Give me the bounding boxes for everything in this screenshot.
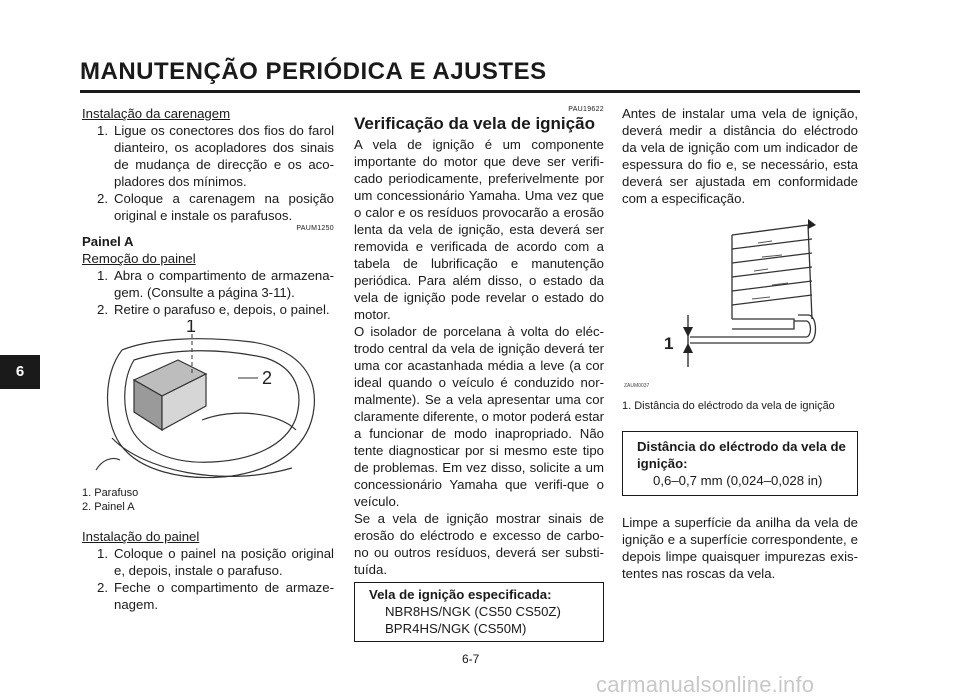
figure-callout: 1 — [186, 320, 197, 336]
header-rule — [80, 90, 860, 93]
spark-plug-illustration — [622, 219, 858, 395]
list-item: 1. Ligue os conectores dos fios do farol dianteiro, os acopladores dos sinais de mudança de direcção e os aco-pladores dos mínimos. — [97, 123, 334, 189]
figure-caption: 1. Parafuso — [82, 487, 139, 499]
figure-caption: 1. Distância do eléctrodo da vela de ignição — [622, 400, 835, 412]
gap-spec-box — [622, 431, 858, 496]
list-item: 1. Abra o compartimento de armazena-gem. (Consulte a página 3-11). — [97, 268, 334, 300]
paragraph: Limpe a superfície da anilha da vela de ignição e a superfície correspondente, e depois limpe quaisquer impurezas exis-tentes nas roscas da vela. — [622, 515, 858, 581]
list-item: 2. Retire o parafuso e, depois, o painel. — [97, 302, 330, 317]
spec-value: BPR4HS/NGK (CS50M) — [385, 621, 527, 636]
paragraph: A vela de ignição é um componente importante do motor que deve ser verifi-cado periodicamente, preferivelmente por um concessionário Yamaha. Uma vez que o calor e os resíduos provocarão a erosão lenta da vela de ignição, esta deverá ser removida e verificada de acordo com a tabela de lubrificação e manutenção periódica. Para além disso, o estado da vela de ignição pode revelar o estado do motor. — [354, 137, 604, 322]
paragraph: Se a vela de ignição mostrar sinais de erosão do eléctrodo e excesso de carbo-no ou outros resíduos, deverá ser substi-tuída. — [354, 511, 604, 577]
figure-callout: 2 — [262, 368, 273, 388]
figure-callout: 1 — [664, 334, 674, 353]
spark-plug-figure — [622, 219, 858, 395]
fairing-install-heading: Instalação da carenagem — [82, 106, 231, 121]
list-item: 2. Coloque a carenagem na posição original e instale os parafusos. — [97, 191, 334, 223]
panel-figure — [82, 320, 334, 486]
panel-install-heading: Instalação do painel — [82, 529, 200, 544]
chapter-tab: 6 — [0, 355, 40, 389]
section-code: PAUM1250 — [296, 225, 334, 232]
watermark: carmanualsonline.info — [596, 672, 815, 697]
section-code: PAU19622 — [568, 106, 604, 113]
paragraph: O isolador de porcelana à volta do eléc-trodo central da vela de ignição deverá ter uma cor acastanhada média a leve (a cor ideal quando o veículo é conduzido nor-malmente). Se a vela apresentar uma cor claramente diferente, o motor poderá estar a funcionar de modo inapropriado. Não tente diagnosticar por si mesmo este tipo de problemas. Em vez disso, solicite a um concessionário Yamaha que verifi-que o veículo. — [354, 324, 604, 509]
gap-spec-value: 0,6–0,7 mm (0,024–0,028 in) — [653, 473, 823, 488]
page-number: 6-7 — [462, 652, 480, 666]
gap-spec-label: Distância do eléctrodo da vela de ignição: — [637, 439, 846, 471]
page-title: MANUTENÇÃO PERIÓDICA E AJUSTES — [80, 58, 547, 85]
panel-removal-heading: Remoção do painel — [82, 251, 196, 266]
spec-value: NBR8HS/NGK (CS50 CS50Z) — [385, 604, 561, 619]
middle-column — [354, 105, 604, 642]
list-item: 2. Feche o compartimento de armaze-nagem. — [97, 580, 334, 612]
spec-box — [354, 582, 604, 642]
paragraph: Antes de instalar uma vela de ignição, deverá medir a distância do eléctrodo da vela de ignição com um indicador de espessura do fio e, se necessário, esta deverá ser ajustada em conformidade com a especificação. — [622, 106, 858, 206]
right-column — [622, 105, 858, 582]
panel-title: Painel A — [82, 234, 134, 249]
spec-label: Vela de ignição especificada: — [369, 587, 552, 602]
section-title: Verificação da vela de ignição — [354, 114, 595, 133]
list-item: 1. Coloque o painel na posição original e, depois, instale o parafuso. — [97, 546, 334, 578]
left-column — [82, 105, 334, 613]
figure-caption: 2. Painel A — [82, 501, 135, 513]
figure-code: ZAUM0037 — [624, 383, 650, 389]
panel-illustration — [82, 320, 334, 486]
